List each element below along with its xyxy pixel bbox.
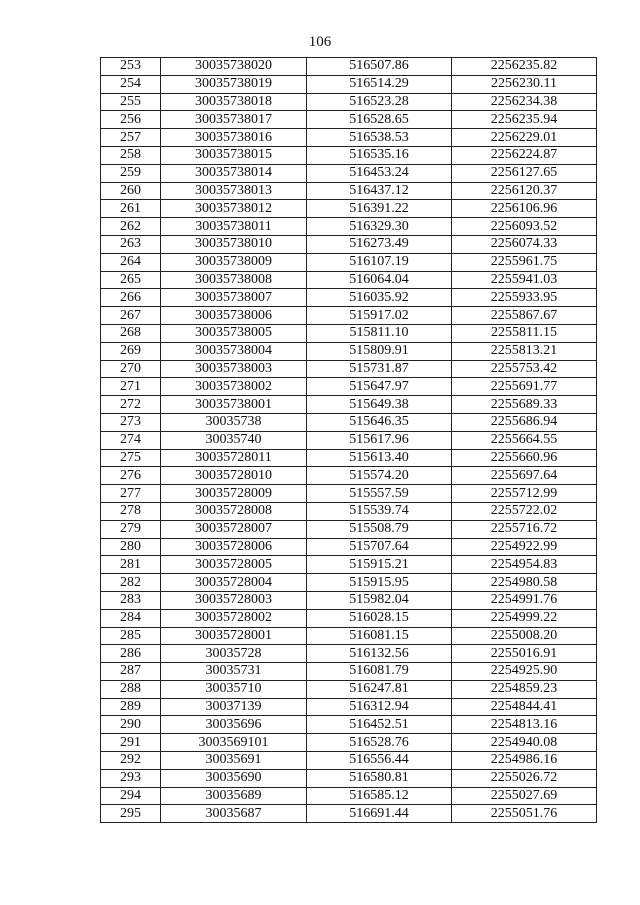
x-coordinate-cell: 516081.15 xyxy=(307,627,452,645)
point-number-cell: 271 xyxy=(101,378,161,396)
y-coordinate-cell: 2255686.94 xyxy=(452,413,597,431)
point-id-cell: 30035738019 xyxy=(161,75,307,93)
table-row xyxy=(101,164,597,182)
point-id-cell: 30035738005 xyxy=(161,324,307,342)
y-coordinate-cell: 2254954.83 xyxy=(452,556,597,574)
point-id-cell: 30035738007 xyxy=(161,289,307,307)
point-number-cell: 268 xyxy=(101,324,161,342)
point-id-cell: 30035738012 xyxy=(161,200,307,218)
point-id-cell: 30035728006 xyxy=(161,538,307,556)
y-coordinate-cell: 2254925.90 xyxy=(452,663,597,681)
x-coordinate-cell: 515811.10 xyxy=(307,324,452,342)
point-id-cell: 30035738006 xyxy=(161,307,307,325)
x-coordinate-cell: 516312.94 xyxy=(307,698,452,716)
y-coordinate-cell: 2254986.16 xyxy=(452,752,597,770)
table-row xyxy=(101,680,597,698)
x-coordinate-cell: 515574.20 xyxy=(307,467,452,485)
table-row xyxy=(101,289,597,307)
point-number-cell: 255 xyxy=(101,93,161,111)
x-coordinate-cell: 516580.81 xyxy=(307,769,452,787)
point-id-cell: 30035738018 xyxy=(161,93,307,111)
table-row xyxy=(101,93,597,111)
y-coordinate-cell: 2255027.69 xyxy=(452,787,597,805)
x-coordinate-cell: 516523.28 xyxy=(307,93,452,111)
point-number-cell: 281 xyxy=(101,556,161,574)
x-coordinate-cell: 516329.30 xyxy=(307,218,452,236)
x-coordinate-cell: 516691.44 xyxy=(307,805,452,823)
point-number-cell: 285 xyxy=(101,627,161,645)
point-id-cell: 30035728009 xyxy=(161,485,307,503)
point-number-cell: 257 xyxy=(101,129,161,147)
point-number-cell: 261 xyxy=(101,200,161,218)
y-coordinate-cell: 2255697.64 xyxy=(452,467,597,485)
table-row xyxy=(101,324,597,342)
table-row xyxy=(101,360,597,378)
x-coordinate-cell: 516556.44 xyxy=(307,752,452,770)
point-id-cell: 30035691 xyxy=(161,752,307,770)
y-coordinate-cell: 2255722.02 xyxy=(452,502,597,520)
table-row xyxy=(101,752,597,770)
x-coordinate-cell: 516081.79 xyxy=(307,663,452,681)
point-number-cell: 277 xyxy=(101,485,161,503)
x-coordinate-cell: 515508.79 xyxy=(307,520,452,538)
point-number-cell: 287 xyxy=(101,663,161,681)
point-id-cell: 30035728005 xyxy=(161,556,307,574)
table-row xyxy=(101,200,597,218)
y-coordinate-cell: 2255008.20 xyxy=(452,627,597,645)
point-number-cell: 270 xyxy=(101,360,161,378)
table-row xyxy=(101,378,597,396)
x-coordinate-cell: 516535.16 xyxy=(307,146,452,164)
point-id-cell: 30035728011 xyxy=(161,449,307,467)
point-id-cell: 30037139 xyxy=(161,698,307,716)
point-id-cell: 30035710 xyxy=(161,680,307,698)
y-coordinate-cell: 2254999.22 xyxy=(452,609,597,627)
point-number-cell: 274 xyxy=(101,431,161,449)
y-coordinate-cell: 2254844.41 xyxy=(452,698,597,716)
point-id-cell: 30035740 xyxy=(161,431,307,449)
coordinates-table-body xyxy=(101,58,597,823)
point-number-cell: 291 xyxy=(101,734,161,752)
table-row xyxy=(101,271,597,289)
x-coordinate-cell: 516507.86 xyxy=(307,58,452,76)
y-coordinate-cell: 2255867.67 xyxy=(452,307,597,325)
x-coordinate-cell: 515649.38 xyxy=(307,396,452,414)
table-row xyxy=(101,75,597,93)
x-coordinate-cell: 515915.95 xyxy=(307,574,452,592)
x-coordinate-cell: 516247.81 xyxy=(307,680,452,698)
point-id-cell: 30035728004 xyxy=(161,574,307,592)
point-number-cell: 284 xyxy=(101,609,161,627)
x-coordinate-cell: 515617.96 xyxy=(307,431,452,449)
y-coordinate-cell: 2256224.87 xyxy=(452,146,597,164)
point-id-cell: 30035738020 xyxy=(161,58,307,76)
point-id-cell: 30035738004 xyxy=(161,342,307,360)
point-id-cell: 30035728007 xyxy=(161,520,307,538)
x-coordinate-cell: 516064.04 xyxy=(307,271,452,289)
table-row xyxy=(101,716,597,734)
point-number-cell: 294 xyxy=(101,787,161,805)
table-row xyxy=(101,449,597,467)
table-row xyxy=(101,413,597,431)
x-coordinate-cell: 516538.53 xyxy=(307,129,452,147)
y-coordinate-cell: 2256230.11 xyxy=(452,75,597,93)
x-coordinate-cell: 516452.51 xyxy=(307,716,452,734)
point-number-cell: 275 xyxy=(101,449,161,467)
y-coordinate-cell: 2255664.55 xyxy=(452,431,597,449)
point-number-cell: 289 xyxy=(101,698,161,716)
x-coordinate-cell: 515557.59 xyxy=(307,485,452,503)
table-row xyxy=(101,734,597,752)
x-coordinate-cell: 516585.12 xyxy=(307,787,452,805)
table-row xyxy=(101,218,597,236)
table-row xyxy=(101,627,597,645)
table-row xyxy=(101,787,597,805)
point-number-cell: 263 xyxy=(101,235,161,253)
x-coordinate-cell: 515809.91 xyxy=(307,342,452,360)
point-number-cell: 280 xyxy=(101,538,161,556)
point-number-cell: 259 xyxy=(101,164,161,182)
point-id-cell: 30035738001 xyxy=(161,396,307,414)
table-row xyxy=(101,253,597,271)
x-coordinate-cell: 516035.92 xyxy=(307,289,452,307)
point-id-cell: 30035738 xyxy=(161,413,307,431)
point-number-cell: 282 xyxy=(101,574,161,592)
y-coordinate-cell: 2256235.82 xyxy=(452,58,597,76)
table-row xyxy=(101,342,597,360)
y-coordinate-cell: 2255026.72 xyxy=(452,769,597,787)
table-row xyxy=(101,467,597,485)
point-id-cell: 30035696 xyxy=(161,716,307,734)
x-coordinate-cell: 515731.87 xyxy=(307,360,452,378)
x-coordinate-cell: 516514.29 xyxy=(307,75,452,93)
point-number-cell: 267 xyxy=(101,307,161,325)
point-number-cell: 293 xyxy=(101,769,161,787)
y-coordinate-cell: 2255016.91 xyxy=(452,645,597,663)
y-coordinate-cell: 2254980.58 xyxy=(452,574,597,592)
point-id-cell: 30035738015 xyxy=(161,146,307,164)
coordinates-table xyxy=(100,57,597,823)
point-number-cell: 295 xyxy=(101,805,161,823)
table-row xyxy=(101,431,597,449)
table-row xyxy=(101,396,597,414)
point-id-cell: 30035728003 xyxy=(161,591,307,609)
x-coordinate-cell: 515613.40 xyxy=(307,449,452,467)
x-coordinate-cell: 516453.24 xyxy=(307,164,452,182)
point-id-cell: 30035728 xyxy=(161,645,307,663)
point-number-cell: 283 xyxy=(101,591,161,609)
y-coordinate-cell: 2255941.03 xyxy=(452,271,597,289)
point-id-cell: 30035690 xyxy=(161,769,307,787)
y-coordinate-cell: 2256106.96 xyxy=(452,200,597,218)
point-number-cell: 273 xyxy=(101,413,161,431)
point-id-cell: 30035738008 xyxy=(161,271,307,289)
point-number-cell: 256 xyxy=(101,111,161,129)
point-id-cell: 3003569101 xyxy=(161,734,307,752)
point-id-cell: 30035738002 xyxy=(161,378,307,396)
x-coordinate-cell: 516391.22 xyxy=(307,200,452,218)
y-coordinate-cell: 2255660.96 xyxy=(452,449,597,467)
x-coordinate-cell: 515539.74 xyxy=(307,502,452,520)
point-id-cell: 30035689 xyxy=(161,787,307,805)
x-coordinate-cell: 516528.65 xyxy=(307,111,452,129)
y-coordinate-cell: 2254859.23 xyxy=(452,680,597,698)
point-number-cell: 279 xyxy=(101,520,161,538)
table-row xyxy=(101,502,597,520)
point-id-cell: 30035738017 xyxy=(161,111,307,129)
table-row xyxy=(101,485,597,503)
x-coordinate-cell: 516028.15 xyxy=(307,609,452,627)
y-coordinate-cell: 2255691.77 xyxy=(452,378,597,396)
x-coordinate-cell: 516107.19 xyxy=(307,253,452,271)
table-row xyxy=(101,574,597,592)
point-number-cell: 288 xyxy=(101,680,161,698)
point-id-cell: 30035728002 xyxy=(161,609,307,627)
point-id-cell: 30035738010 xyxy=(161,235,307,253)
y-coordinate-cell: 2255689.33 xyxy=(452,396,597,414)
point-id-cell: 30035738011 xyxy=(161,218,307,236)
y-coordinate-cell: 2256229.01 xyxy=(452,129,597,147)
x-coordinate-cell: 516132.56 xyxy=(307,645,452,663)
y-coordinate-cell: 2256234.38 xyxy=(452,93,597,111)
y-coordinate-cell: 2254940.08 xyxy=(452,734,597,752)
point-number-cell: 278 xyxy=(101,502,161,520)
point-number-cell: 258 xyxy=(101,146,161,164)
table-row xyxy=(101,769,597,787)
table-row xyxy=(101,698,597,716)
y-coordinate-cell: 2254922.99 xyxy=(452,538,597,556)
point-id-cell: 30035738014 xyxy=(161,164,307,182)
x-coordinate-cell: 515646.35 xyxy=(307,413,452,431)
x-coordinate-cell: 516273.49 xyxy=(307,235,452,253)
y-coordinate-cell: 2255933.95 xyxy=(452,289,597,307)
y-coordinate-cell: 2256235.94 xyxy=(452,111,597,129)
table-row xyxy=(101,663,597,681)
y-coordinate-cell: 2255813.21 xyxy=(452,342,597,360)
point-number-cell: 286 xyxy=(101,645,161,663)
point-id-cell: 30035738003 xyxy=(161,360,307,378)
y-coordinate-cell: 2255961.75 xyxy=(452,253,597,271)
table-row xyxy=(101,591,597,609)
point-number-cell: 292 xyxy=(101,752,161,770)
table-row xyxy=(101,58,597,76)
table-row xyxy=(101,609,597,627)
x-coordinate-cell: 516437.12 xyxy=(307,182,452,200)
point-id-cell: 30035731 xyxy=(161,663,307,681)
point-id-cell: 30035738013 xyxy=(161,182,307,200)
table-row xyxy=(101,182,597,200)
table-row xyxy=(101,645,597,663)
y-coordinate-cell: 2255712.99 xyxy=(452,485,597,503)
y-coordinate-cell: 2256074.33 xyxy=(452,235,597,253)
point-number-cell: 269 xyxy=(101,342,161,360)
x-coordinate-cell: 516528.76 xyxy=(307,734,452,752)
point-id-cell: 30035728010 xyxy=(161,467,307,485)
y-coordinate-cell: 2256127.65 xyxy=(452,164,597,182)
x-coordinate-cell: 515917.02 xyxy=(307,307,452,325)
point-number-cell: 265 xyxy=(101,271,161,289)
table-row xyxy=(101,556,597,574)
table-row xyxy=(101,129,597,147)
y-coordinate-cell: 2256120.37 xyxy=(452,182,597,200)
point-id-cell: 30035738016 xyxy=(161,129,307,147)
x-coordinate-cell: 515982.04 xyxy=(307,591,452,609)
table-row xyxy=(101,805,597,823)
table-row xyxy=(101,520,597,538)
point-id-cell: 30035728001 xyxy=(161,627,307,645)
table-row xyxy=(101,111,597,129)
x-coordinate-cell: 515647.97 xyxy=(307,378,452,396)
point-number-cell: 276 xyxy=(101,467,161,485)
x-coordinate-cell: 515707.64 xyxy=(307,538,452,556)
y-coordinate-cell: 2254813.16 xyxy=(452,716,597,734)
table-row xyxy=(101,307,597,325)
x-coordinate-cell: 515915.21 xyxy=(307,556,452,574)
point-number-cell: 290 xyxy=(101,716,161,734)
y-coordinate-cell: 2255051.76 xyxy=(452,805,597,823)
point-id-cell: 30035728008 xyxy=(161,502,307,520)
y-coordinate-cell: 2255753.42 xyxy=(452,360,597,378)
table-row xyxy=(101,538,597,556)
table-row xyxy=(101,146,597,164)
y-coordinate-cell: 2254991.76 xyxy=(452,591,597,609)
y-coordinate-cell: 2255811.15 xyxy=(452,324,597,342)
y-coordinate-cell: 2255716.72 xyxy=(452,520,597,538)
table-row xyxy=(101,235,597,253)
point-number-cell: 264 xyxy=(101,253,161,271)
point-number-cell: 272 xyxy=(101,396,161,414)
page-number: 106 xyxy=(308,34,332,50)
point-number-cell: 253 xyxy=(101,58,161,76)
point-id-cell: 30035738009 xyxy=(161,253,307,271)
point-number-cell: 266 xyxy=(101,289,161,307)
point-number-cell: 262 xyxy=(101,218,161,236)
point-number-cell: 254 xyxy=(101,75,161,93)
point-id-cell: 30035687 xyxy=(161,805,307,823)
y-coordinate-cell: 2256093.52 xyxy=(452,218,597,236)
point-number-cell: 260 xyxy=(101,182,161,200)
